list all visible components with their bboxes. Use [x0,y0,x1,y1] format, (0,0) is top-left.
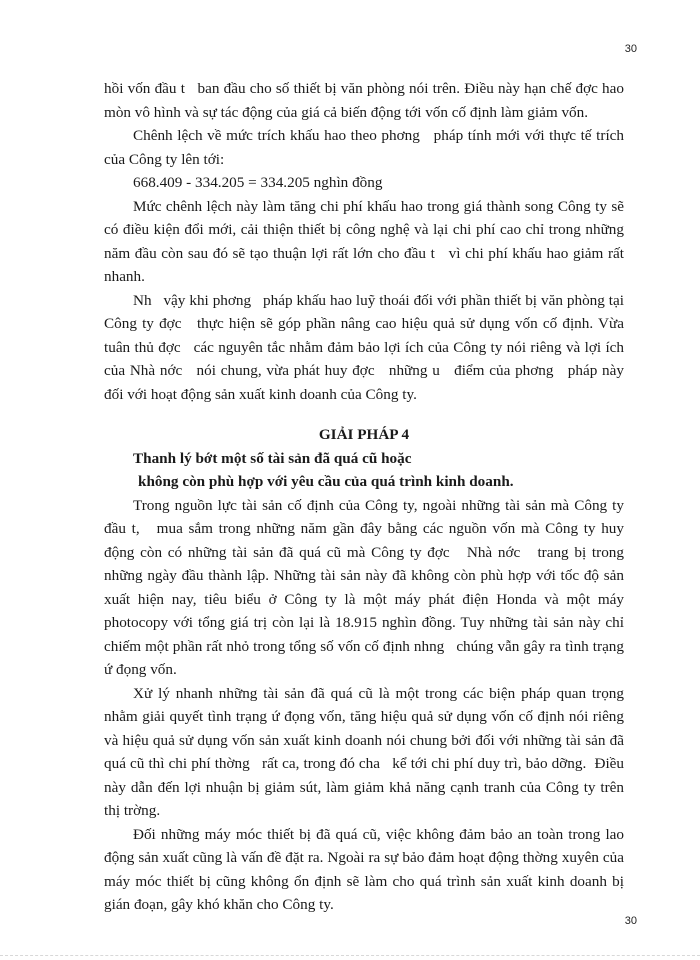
section-subheading-line-1: Thanh lý bớt một số tài sản đã quá cũ hoặc [133,449,412,467]
paragraph-5: Trong nguồn lực tài sản cố định của Công ty, ngoài những tài sản mà Công ty đầu t, mua sắm trong những năm gần đây bằng các nguồn vốn mà Công ty huy động còn có những tài sản đã quá cũ mà Công ty đợc Nhà nớc trang bị trong những ngày đầu thành lập. Những tài sản này đã không còn phù hợp với tốc độ sản xuất hiện nay, tiêu biểu ở Công ty là một máy phát điện Honda và một máy photocopy với tổng giá trị còn lại là 18.915 nghìn đồng. Tuy những tài sản này chỉ chiếm một phần rất nhỏ trong tổng số vốn cố định nhng chúng vẫn gây ra tình trạng ứ đọng vốn. [104,496,628,678]
page-number-bottom: 30 [624,915,637,927]
paragraph-1: hồi vốn đầu t ban đầu cho số thiết bị văn phòng nói trên. Điều này hạn chế đợc hao mòn vô hình và sự tác động của giá cả biến động tới vốn cố định làm giảm vốn. [104,80,628,121]
paragraph-4: Nh vậy khi phơng pháp khấu hao luỹ thoái đối với phần thiết bị văn phòng tại Công ty đợc thực hiện sẽ góp phần nâng cao hiệu quả sử dụng vốn cố định. Vừa tuân thủ đợc các nguyên tắc nhằm đảm bảo lợi ích của Công ty nói riêng và lợi ích của Nhà nớc nói chung, vừa phát huy đợc những u điểm của phơng pháp này đối với hoạt động sản xuất kinh doanh của Công ty. [104,291,628,403]
section-subheading-line-2: không còn phù hợp với yêu cầu của quá trình kinh doanh. [138,473,514,490]
formula-line: 668.409 - 334.205 = 334.205 nghìn đồng [133,174,383,191]
paragraph-2: Chênh lệch về mức trích khấu hao theo phơng pháp tính mới với thực tế trích của Công ty lên tới: [104,127,628,168]
paragraph-7: Đối những máy móc thiết bị đã quá cũ, việc không đảm bảo an toàn trong lao động sản xuất cũng là vấn đề đặt ra. Ngoài ra sự bảo đảm hoạt động thờng xuyên của máy móc thiết bị cũng không ổn định sẽ làm cho quá trình sản xuất kinh doanh bị gián đoạn, gây khó khăn cho Công ty. [104,825,628,913]
page-bottom-divider [0,955,700,956]
section-heading: GIẢI PHÁP 4 [318,426,410,443]
paragraph-6: Xử lý nhanh những tài sản đã quá cũ là một trong các biện pháp quan trọng nhằm giải quyết tình trạng ứ đọng vốn, tăng hiệu quả sử dụng vốn cố định nói riêng và hiệu quả sử dụng vốn sản xuất kinh doanh nói chung bởi đối với những tài sản đã quá cũ thì chi phí thờng rất ca, trong đó cha kể tới chi phí duy trì, bảo dỡng. Điều này dẫn đến lợi nhuận bị giảm sút, làm giảm khả năng cạnh tranh của Công ty trên thị trờng. [104,684,628,819]
document-body [104,77,628,917]
paragraph-3: Mức chênh lệch này làm tăng chi phí khấu hao trong giá thành song Công ty sẽ có điều kiện đổi mới, cải thiện thiết bị công nghệ và lại chi phí cao chỉ trong những năm đầu còn sau đó sẽ tạo thuận lợi rất lớn cho đầu t vì chi phí khấu hao giảm rất nhanh. [104,197,628,285]
page-number-top: 30 [624,43,637,55]
